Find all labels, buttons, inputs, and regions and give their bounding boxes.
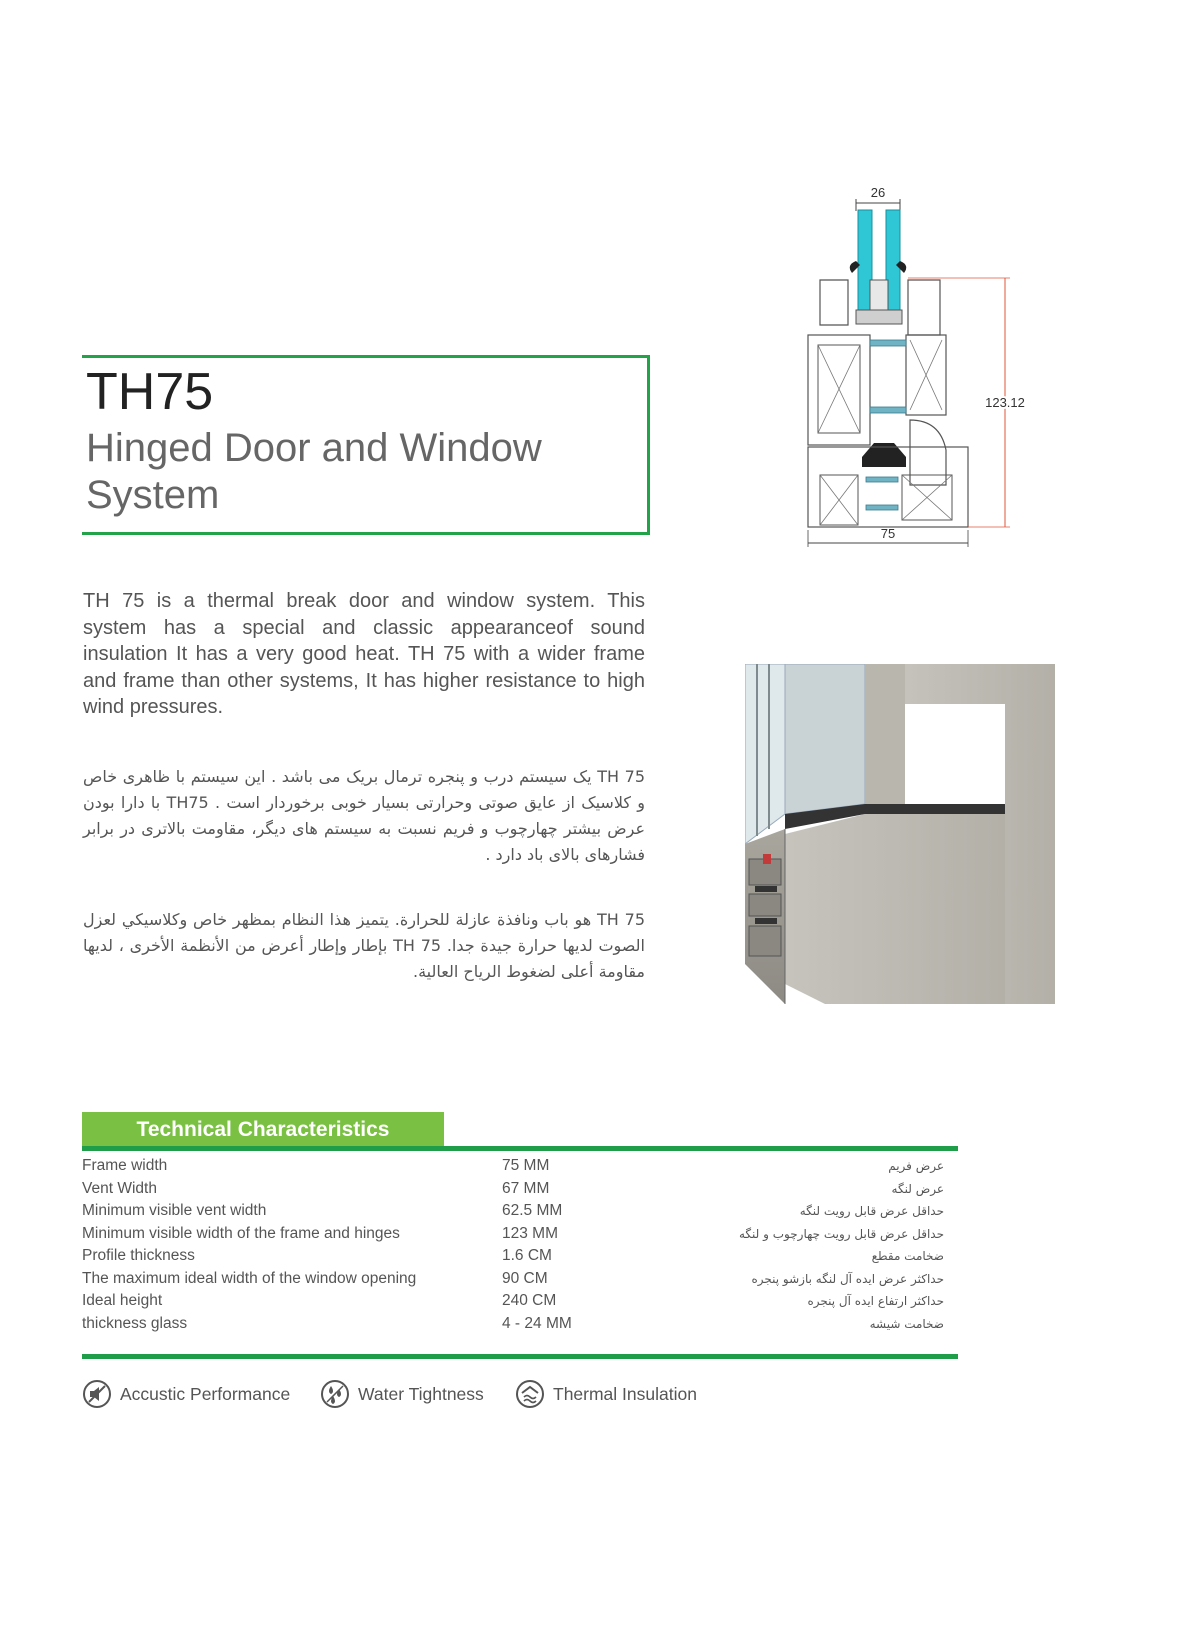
description-arabic: TH 75 هو باب ونافذة عازلة للحرارة. يتميز هذا النظام بمظهر خاص وكلاسيكي لعزل الصوت لديها حرارة جيدة جدا. TH 75 بإطار وإطار أعرض من الأنظمة الأخرى ، لديها مقاومة أعلى لضغوط الرياح العالية.: [83, 910, 646, 981]
spec-label-fa: حداقل عرض قابل رویت چهارچوب و لنگه: [738, 1226, 944, 1241]
spec-value: 67 MM: [502, 1179, 550, 1197]
spec-value: 240 CM: [502, 1292, 557, 1309]
spec-label-fa: عرض فریم: [888, 1159, 944, 1173]
spec-row: [82, 1180, 944, 1203]
spec-label: thickness glass: [82, 1314, 188, 1332]
sash-chamber-left: [808, 335, 870, 445]
spec-value: 123 MM: [502, 1224, 558, 1242]
spec-row: [82, 1270, 944, 1293]
feature-acoustic: [82, 1378, 290, 1410]
description-persian: TH 75 یک سیستم درب و پنجره ترمال بریک می باشد . این سیستم با ظاهری خاص و کلاسیک از عایق صوتی وحرارتی بسیار خوبی برخوردار است . TH75 با دارا بودن عرض بیشتر چهارچوب و فریم نسبت به سیستم های دیگر، مقاومت بالاتری در برابر فشارهای بالای باد دارد .: [83, 767, 646, 864]
spec-value: 1.6 CM: [502, 1247, 552, 1264]
spec-value: 90 CM: [502, 1269, 548, 1287]
spec-row: [82, 1292, 944, 1315]
tech-characteristics-header: Technical Characteristics: [82, 1112, 444, 1147]
profile-section-diagram: [800, 185, 1040, 565]
spec-row: [82, 1225, 944, 1248]
spec-value: 75 MM: [502, 1157, 550, 1174]
glass-width-label: 26: [870, 185, 886, 200]
spec-row: [82, 1247, 944, 1270]
tech-divider-top: [82, 1146, 958, 1151]
feature-water: [320, 1378, 484, 1410]
water-drops-icon: [320, 1379, 350, 1409]
spacer: [870, 280, 888, 310]
height-dimension-label: 123.12: [985, 395, 1025, 410]
spec-label-fa: حداکثر ارتفاع ایده آل پنجره: [807, 1294, 944, 1308]
spec-label: Profile thickness: [82, 1247, 195, 1264]
thermal-icon: [515, 1379, 545, 1409]
tech-divider-bottom: [82, 1354, 958, 1359]
spec-label-fa: حداکثر عرض ایده آل لنگه بازشو پنجره: [751, 1271, 944, 1286]
spec-label: Frame width: [82, 1157, 168, 1174]
feature-label: Thermal Insulation: [553, 1383, 697, 1404]
description-english: TH 75 is a thermal break door and window system. This system has a special and classic appearanceof sound insulation It has a very good heat. TH 75 with a wider frame and frame than other systems, It has higher resistance to high wind pressures.: [83, 590, 645, 718]
spec-label-fa: عرض لنگه: [891, 1181, 944, 1196]
feature-label: Water Tightness: [358, 1383, 484, 1404]
spec-label-fa: ضخامت مقطع: [871, 1249, 944, 1263]
product-subtitle: Hinged Door and Window System: [86, 426, 542, 517]
spec-label: Ideal height: [82, 1292, 163, 1309]
spec-label: The maximum ideal width of the window opening: [82, 1269, 417, 1287]
spec-row: [82, 1202, 944, 1225]
profile-corner-render: [745, 664, 1065, 1024]
feature-label: Accustic Performance: [120, 1383, 291, 1404]
feature-thermal: [515, 1378, 697, 1410]
spec-label: Minimum visible vent width: [82, 1202, 267, 1219]
spec-label-fa: حداقل عرض قابل رویت لنگه: [799, 1204, 944, 1218]
spec-row: [82, 1315, 944, 1338]
frame-width-label: 75: [880, 526, 896, 541]
spec-label: Minimum visible width of the frame and hinges: [82, 1224, 400, 1242]
acoustic-icon: [82, 1379, 112, 1409]
thermal-break-top: [870, 340, 906, 346]
spec-row: [82, 1157, 944, 1180]
product-title: TH75: [86, 363, 214, 421]
spec-value: 62.5 MM: [502, 1202, 563, 1219]
thermal-break-mid: [870, 407, 906, 413]
spec-label-fa: ضخامت شیشه: [869, 1316, 944, 1331]
spec-value: 4 - 24 MM: [502, 1314, 572, 1332]
glazing-bead-base: [856, 310, 902, 324]
spec-label: Vent Width: [82, 1179, 157, 1197]
